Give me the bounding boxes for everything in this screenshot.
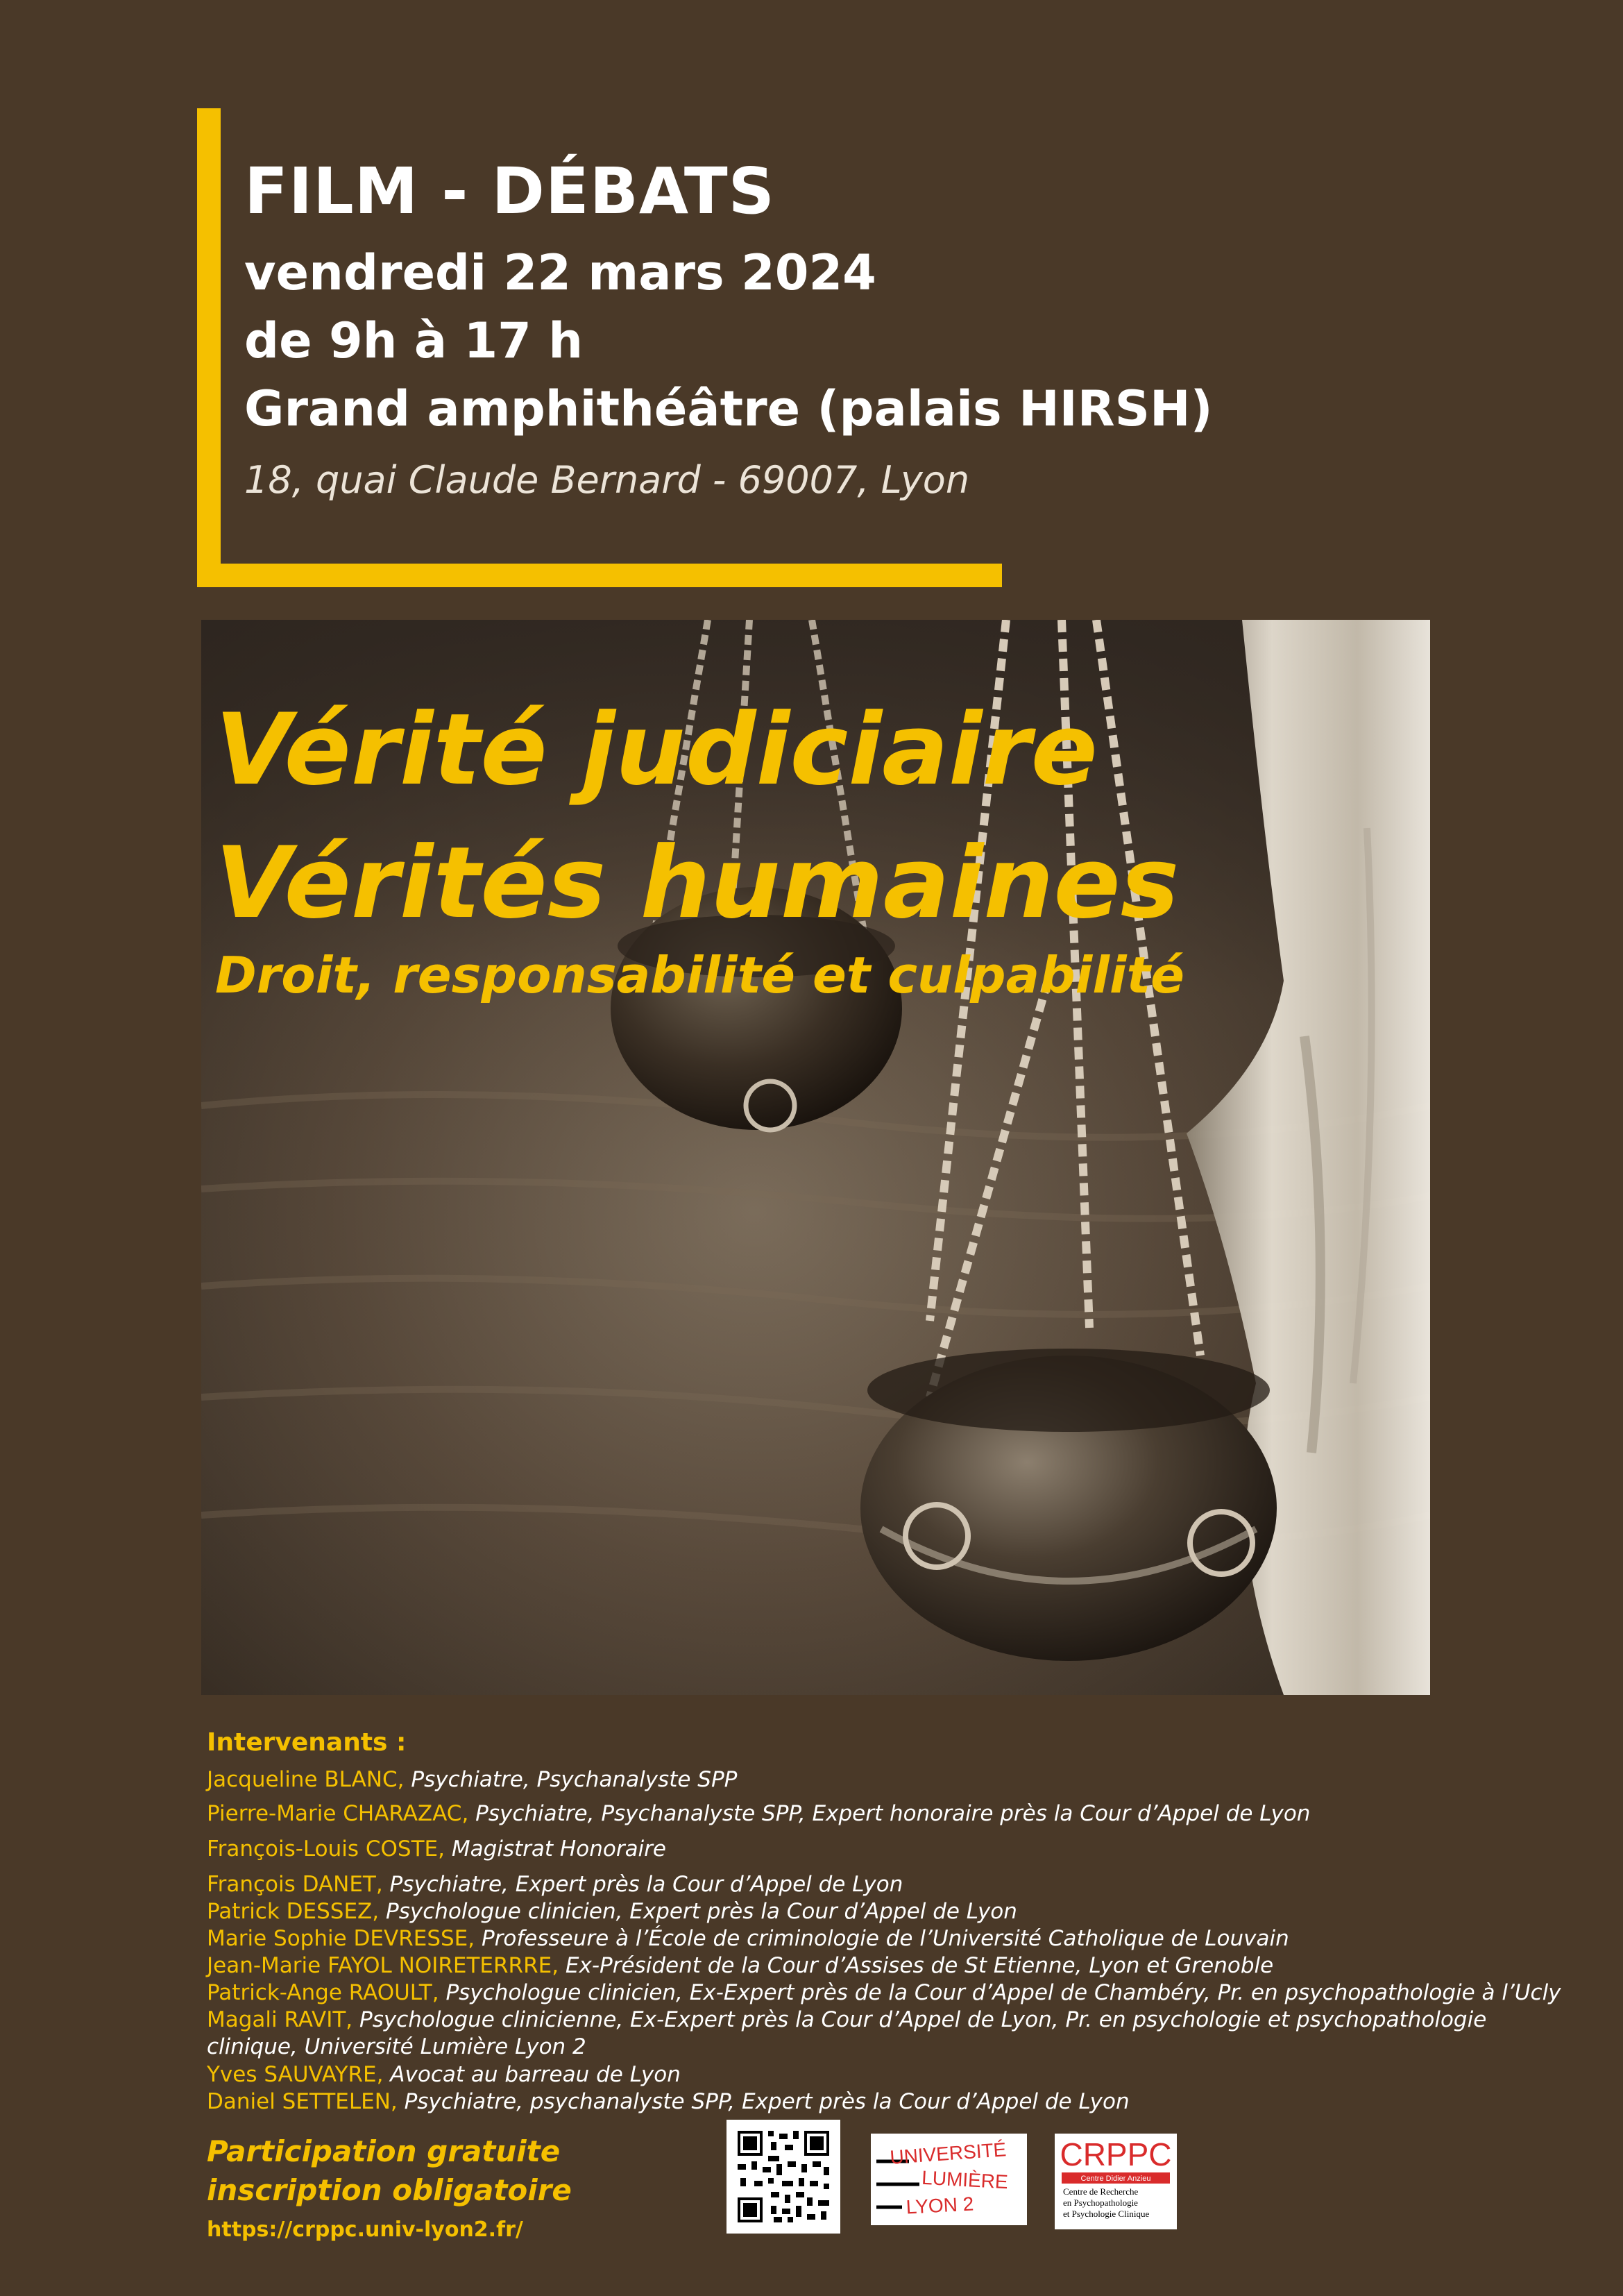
header-frame-horizontal-bar [197,564,1002,587]
speaker-role: Psychiatre, psychanalyste SPP, Expert près la Cour d’Appel de Lyon [397,2089,1130,2114]
speaker-row [207,1952,1273,1980]
speaker-role: Psychologue clinicienne, Ex-Expert près la Cour d’Appel de Lyon, Pr. en psychologie et psychopathologie clinique, Université Lumière Lyon 2 [207,2007,1487,2059]
speaker-row [207,1980,1561,2007]
speaker-role: Psychologue clinicien, Expert près la Cour d’Appel de Lyon [379,1899,1017,1924]
speaker-name: Magali RAVIT, [207,2007,353,2032]
speaker-row [207,2007,1567,2061]
crppc-logo-line4: et Psychologie Clinique [1063,2209,1150,2219]
speaker-role: Avocat au barreau de Lyon [383,2062,681,2087]
speaker-role: Psychiatre, Expert près la Cour d’Appel de Lyon [382,1872,903,1897]
speaker-role: Psychologue clinicien, Ex-Expert près de la Cour d’Appel de Chambéry, Pr. en psychopathologie à l’Ucly [439,1980,1561,2005]
hero-title-line2: Vérités humaines [215,826,1180,940]
speaker-name: Marie Sophie DEVRESSE, [207,1926,475,1951]
speaker-row [207,2061,681,2088]
event-time: de 9h à 17 h [244,312,584,369]
speaker-row [207,1800,1310,1827]
participation-line2: inscription obligatoire [207,2173,572,2207]
speaker-name: Jacqueline BLANC, [207,1767,405,1792]
speaker-name: François-Louis COSTE, [207,1837,445,1862]
crppc-logo-graphic [1055,2134,1177,2229]
speaker-row [207,1836,666,1863]
event-venue: Grand amphithéâtre (palais HIRSH) [244,380,1213,437]
speaker-name: Daniel SETTELEN, [207,2089,398,2114]
speaker-name: Patrick DESSEZ, [207,1899,380,1924]
crppc-logo [1055,2134,1177,2229]
registration-link[interactable]: https://crppc.univ-lyon2.fr/ [207,2218,523,2242]
university-logo-line3: LYON 2 [905,2193,975,2218]
crppc-logo-line1: Centre Didier Anzieu [1080,2175,1151,2183]
speaker-role: Psychiatre, Psychanalyste SPP [404,1767,738,1792]
participation-line1: Participation gratuite [207,2134,561,2168]
universite-lumiere-lyon2-logo [871,2134,1027,2225]
speaker-role: Ex-Président de la Cour d’Assises de St Etienne, Lyon et Grenoble [559,1953,1274,1978]
speaker-row [207,1871,903,1898]
university-logo-line2: LUMIÈRE [921,2166,1009,2193]
speaker-role: Psychiatre, Psychanalyste SPP, Expert honoraire près la Cour d’Appel de Lyon [468,1801,1311,1826]
speaker-name: François DANET, [207,1872,383,1897]
speaker-row [207,1925,1289,1952]
scales-of-justice-photo [201,620,1430,1695]
qr-code[interactable] [726,2120,840,2234]
speakers-heading: Intervenants : [207,1728,407,1757]
university-logo-graphic [871,2134,1027,2225]
speaker-name: Patrick-Ange RAOULT, [207,1980,439,2005]
event-title: FILM - DÉBATS [244,154,775,228]
speaker-name: Pierre-Marie CHARAZAC, [207,1801,469,1826]
qr-code-icon [726,2120,840,2234]
hero-title-line1: Vérité judiciaire [215,693,1098,807]
speaker-row [207,1766,737,1793]
crppc-logo-acronym: CRPPC [1060,2136,1172,2172]
crppc-logo-line3: en Psychopathologie [1063,2197,1138,2208]
event-address: 18, quai Claude Bernard - 69007, Lyon [244,458,970,502]
header-frame-vertical-bar [197,108,221,587]
speaker-role: Professeure à l’École de criminologie de l’Université Catholique de Louvain [475,1926,1289,1951]
event-date: vendredi 22 mars 2024 [244,244,876,301]
speaker-role: Magistrat Honoraire [444,1837,666,1862]
speaker-name: Jean-Marie FAYOL NOIRETERRRE, [207,1953,559,1978]
university-logo-line1: UNIVERSITÉ [889,2138,1008,2168]
speaker-row [207,1898,1017,1925]
speaker-name: Yves SAUVAYRE, [207,2062,384,2087]
crppc-logo-line2: Centre de Recherche [1063,2186,1139,2197]
hero-subtitle: Droit, responsabilité et culpabilité [215,946,1184,1004]
speaker-row [207,2088,1130,2116]
